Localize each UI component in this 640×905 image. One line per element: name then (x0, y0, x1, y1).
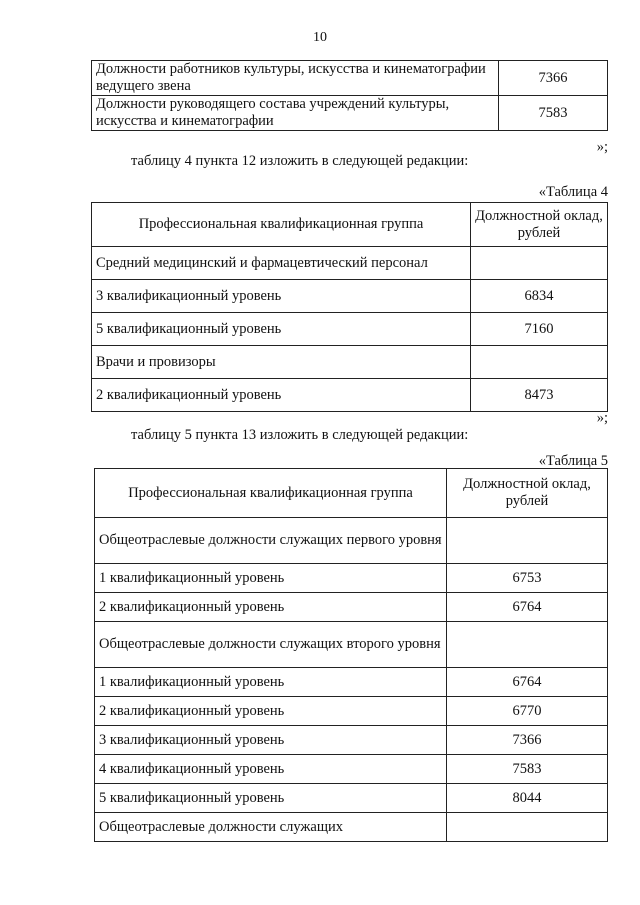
group-name-cell: 2 квалификационный уровень (95, 697, 447, 726)
salary-cell (471, 346, 608, 379)
group-name-cell: 3 квалификационный уровень (95, 726, 447, 755)
group-name-cell: 5 квалификационный уровень (92, 313, 471, 346)
salary-table-5 (94, 468, 608, 842)
salary-cell: 6753 (447, 564, 608, 593)
salary-cell: 7366 (447, 726, 608, 755)
table-row (95, 813, 608, 842)
group-name-cell: 2 квалификационный уровень (95, 593, 447, 622)
table-row (95, 697, 608, 726)
table-row (92, 96, 608, 131)
table-header-row (92, 203, 608, 247)
instruction-paragraph: таблицу 5 пункта 13 изложить в следующей редакции: (131, 427, 469, 443)
table-row (92, 280, 608, 313)
table-row (95, 668, 608, 697)
group-name-cell: Врачи и провизоры (92, 346, 471, 379)
group-name-cell: Должности работников культуры, искусства и кинематографии ведущего звена (92, 61, 499, 96)
table-header-row (95, 469, 608, 518)
group-name-cell: 1 квалификационный уровень (95, 564, 447, 593)
salary-cell (447, 518, 608, 564)
header-group-cell: Профессиональная квалификационная группа (92, 203, 471, 247)
page-number: 10 (313, 30, 327, 45)
salary-cell: 8473 (471, 379, 608, 412)
salary-table-4 (91, 202, 608, 412)
group-name-cell: Общеотраслевые должности служащих (95, 813, 447, 842)
group-name-cell: Общеотраслевые должности служащих первого уровня (95, 518, 447, 564)
table-row (95, 755, 608, 784)
salary-cell (447, 813, 608, 842)
header-salary-cell: Должностной оклад, рублей (447, 469, 608, 518)
table-row (95, 784, 608, 813)
instruction-paragraph: таблицу 4 пункта 12 изложить в следующей редакции: (131, 153, 469, 169)
group-name-cell: Должности руководящего состава учреждений культуры, искусства и кинематографии (92, 96, 499, 131)
group-name-cell: 3 квалификационный уровень (92, 280, 471, 313)
table-row (95, 622, 608, 668)
closing-quote: »; (596, 410, 608, 426)
table-row (95, 726, 608, 755)
salary-cell: 6770 (447, 697, 608, 726)
table-row (95, 564, 608, 593)
salary-cell: 7583 (499, 96, 608, 131)
salary-cell (447, 622, 608, 668)
group-name-cell: 2 квалификационный уровень (92, 379, 471, 412)
group-name-cell: Общеотраслевые должности служащих второго уровня (95, 622, 447, 668)
salary-cell: 7583 (447, 755, 608, 784)
table-label: «Таблица 5 (538, 453, 608, 469)
header-salary-cell: Должностной оклад, рублей (471, 203, 608, 247)
group-name-cell: 5 квалификационный уровень (95, 784, 447, 813)
table-row (95, 593, 608, 622)
salary-cell: 6764 (447, 593, 608, 622)
group-name-cell: Средний медицинский и фармацевтический персонал (92, 247, 471, 280)
salary-table-continued (91, 60, 608, 131)
salary-cell: 7160 (471, 313, 608, 346)
salary-cell: 7366 (499, 61, 608, 96)
table-row (95, 518, 608, 564)
salary-cell: 8044 (447, 784, 608, 813)
header-group-cell: Профессиональная квалификационная группа (95, 469, 447, 518)
salary-cell: 6834 (471, 280, 608, 313)
table-row (92, 61, 608, 96)
table-row (92, 379, 608, 412)
group-name-cell: 1 квалификационный уровень (95, 668, 447, 697)
closing-quote: »; (596, 139, 608, 155)
table-label: «Таблица 4 (538, 184, 608, 200)
salary-cell (471, 247, 608, 280)
salary-cell: 6764 (447, 668, 608, 697)
table-row (92, 346, 608, 379)
table-row (92, 313, 608, 346)
group-name-cell: 4 квалификационный уровень (95, 755, 447, 784)
table-row (92, 247, 608, 280)
